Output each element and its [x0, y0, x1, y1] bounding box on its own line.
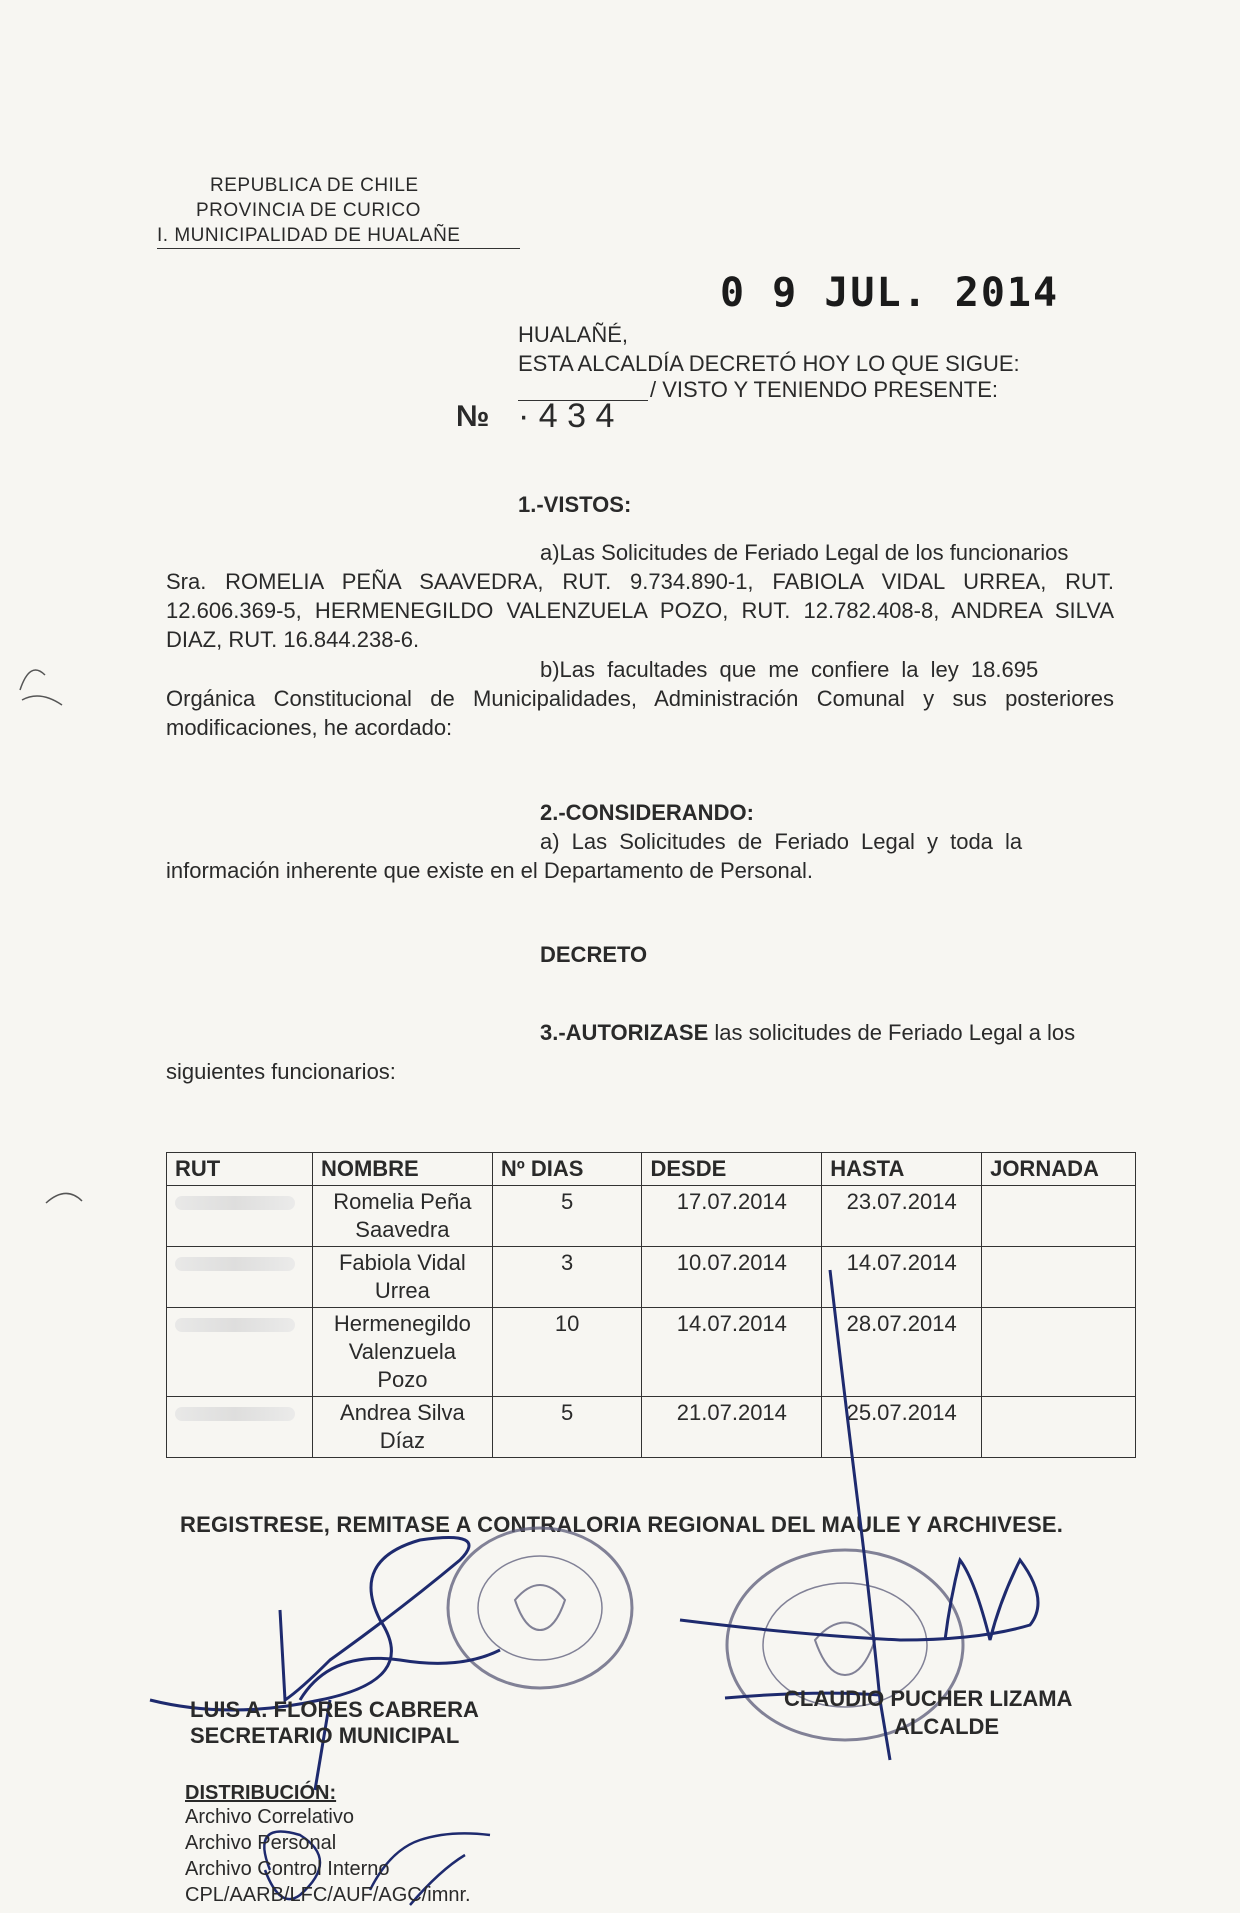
cell-nombre: Fabiola Vidal Urrea — [312, 1247, 492, 1308]
col-header-jornada: JORNADA — [982, 1153, 1136, 1186]
decreto-article-text: las solicitudes de Feriado Legal a los — [708, 1020, 1076, 1045]
cell-hasta: 28.07.2014 — [822, 1308, 982, 1397]
distribution-item: Archivo Control Interno — [185, 1858, 390, 1880]
distribution-heading: DISTRIBUCIÓN: — [185, 1782, 337, 1804]
closing-statement: REGISTRESE, REMITASE A CONTRALORIA REGIONAL DEL MAULE Y ARCHIVESE. — [180, 1512, 1064, 1537]
mayor-title: ALCALDE — [894, 1714, 1000, 1739]
secretary-seal — [448, 1528, 632, 1688]
cell-desde: 14.07.2014 — [642, 1308, 822, 1397]
secretary-signature — [150, 1538, 500, 1791]
vistos-b-rest: Orgánica Constitucional de Municipalidades, Administración Comunal y sus posteriores modificaciones, he acordado: — [166, 686, 1114, 740]
vistos-heading: 1.-VISTOS: — [518, 492, 632, 517]
margin-mark — [46, 1193, 82, 1203]
vistos-b-first: b)Las facultades que me confiere la ley 18.695 — [540, 657, 1039, 682]
cell-hasta: 25.07.2014 — [822, 1397, 982, 1458]
margin-mark — [20, 670, 62, 705]
col-header-desde: DESDE — [642, 1153, 822, 1186]
col-header-rut: RUT — [167, 1153, 313, 1186]
cell-dias: 3 — [492, 1247, 642, 1308]
decreto-article-bold: 3.-AUTORIZASE — [540, 1020, 709, 1045]
decree-number: · 4 3 4 — [518, 397, 615, 435]
cell-hasta: 23.07.2014 — [822, 1186, 982, 1247]
cell-hasta: 14.07.2014 — [822, 1247, 982, 1308]
secretary-title: SECRETARIO MUNICIPAL — [190, 1723, 460, 1748]
col-header-hasta: HASTA — [822, 1153, 982, 1186]
cell-desde: 21.07.2014 — [642, 1397, 822, 1458]
distribution-item: CPL/AARB/LFC/AUF/AGC/imnr. — [185, 1884, 471, 1906]
distribution-item: Archivo Personal — [185, 1832, 337, 1854]
decree-line: ESTA ALCALDÍA DECRETÓ HOY LO QUE SIGUE: — [518, 351, 1020, 376]
cell-desde: 17.07.2014 — [642, 1186, 822, 1247]
col-header-nombre: NOMBRE — [312, 1153, 492, 1186]
vistos-a-first: a)Las Solicitudes de Feriado Legal de los funcionarios — [540, 540, 1069, 565]
col-header-dias: Nº DIAS — [492, 1153, 642, 1186]
distribution-item: Archivo Correlativo — [185, 1806, 354, 1828]
cell-nombre: Andrea Silva Díaz — [312, 1397, 492, 1458]
decreto-article-cont: siguientes funcionarios: — [166, 1059, 396, 1084]
cell-desde: 10.07.2014 — [642, 1247, 822, 1308]
decreto-heading: DECRETO — [540, 942, 648, 967]
place-line: HUALAÑÉ, — [518, 322, 629, 347]
number-sign: № — [456, 400, 490, 433]
secretary-name: LUIS A. FLORES CABRERA — [190, 1697, 479, 1722]
visto-line: / VISTO Y TENIENDO PRESENTE: — [650, 377, 999, 402]
header-municipality: I. MUNICIPALIDAD DE HUALAÑE — [157, 223, 520, 249]
mayor-name: CLAUDIO PUCHER LIZAMA — [784, 1686, 1073, 1711]
vistos-a-rest: Sra. ROMELIA PEÑA SAAVEDRA, RUT. 9.734.890-1, FABIOLA VIDAL URREA, RUT. 12.606.369-5, HERMENEGILDO VALENZUELA POZO, RUT. 12.782.408-8, ANDREA SILVA DIAZ, RUT. 16.844.238-6. — [166, 569, 1114, 652]
cell-nombre: Romelia Peña Saavedra — [312, 1186, 492, 1247]
considerando-a-rest: información inherente que existe en el Departamento de Personal. — [166, 858, 813, 883]
cell-dias: 5 — [492, 1397, 642, 1458]
considerando-heading: 2.-CONSIDERANDO: — [540, 800, 754, 825]
cell-dias: 5 — [492, 1186, 642, 1247]
header-republic: REPUBLICA DE CHILE — [210, 175, 419, 196]
cell-dias: 10 — [492, 1308, 642, 1397]
header-province: PROVINCIA DE CURICO — [196, 200, 421, 221]
considerando-a-first: a) Las Solicitudes de Feriado Legal y toda la — [540, 829, 1023, 854]
cell-nombre: Hermenegildo Valenzuela Pozo — [312, 1308, 492, 1397]
date-stamp: 0 9 JUL. 2014 — [720, 270, 1060, 316]
